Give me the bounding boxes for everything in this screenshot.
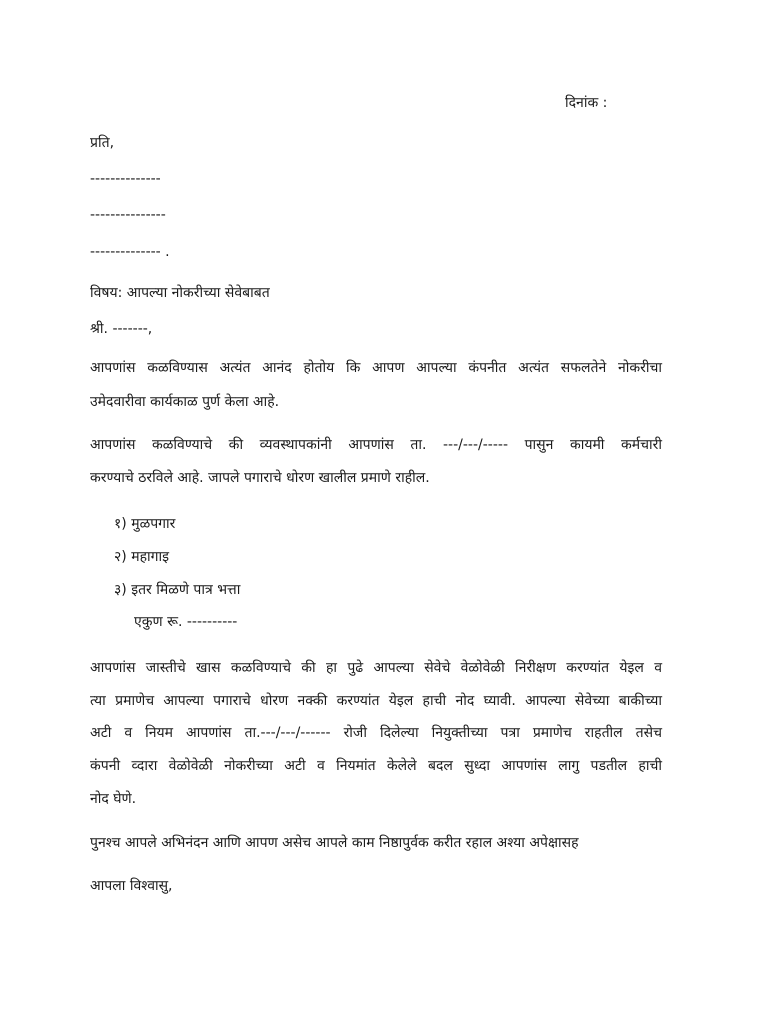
subject-line: विषय: आपल्या नोकरीच्या सेवेबाबत (90, 285, 270, 301)
list-item-3: ३) इतर मिळणे पात्र भत्ता (114, 582, 241, 598)
paragraph1-line-1: आपणांस कळविण्यास अत्यंत आनंद होतोय कि आपण आपल्या कंपनीत अत्यंत सफलतेने नोकरीचा (90, 360, 662, 376)
paragraph3-line-3: अटी व नियम आपणांस ता.---/---/------ रोजी दिलेल्या नियुक्तीच्या पत्रा प्रमाणेच राहतील तसेच (90, 725, 662, 741)
address-line-1: -------------- (90, 171, 161, 187)
list-item-1: १) मुळपगार (114, 516, 176, 532)
to-label: प्रति, (90, 135, 115, 151)
paragraph3-line-5: नोद घेणे. (90, 791, 137, 807)
paragraph2-line-1: आपणांस कळविण्याचे की व्यवस्थापकांनी आपणांस ता. ---/---/----- पासुन कायमी कर्मचारी (90, 437, 662, 453)
paragraph3-line-1: आपणांस जास्तीचे खास कळविण्याचे की हा पुढे आपल्या सेवेचे वेळोवेळी निरीक्षण करण्यांत येइल व (90, 660, 662, 676)
paragraph2-line-2: करण्याचे ठरविले आहे. जापले पगाराचे धोरण खालील प्रमाणे राहील. (90, 470, 430, 486)
total-line: एकुण रू. ---------- (134, 614, 238, 630)
paragraph1-line-2: उमेदवारीवा कार्यकाळ पुर्ण केला आहे. (90, 394, 280, 410)
closing-line: पुनश्च आपले अभिनंदन आणि आपण असेच आपले काम निष्ठापुर्वक करीत रहाल अश्या अपेक्षासह (90, 835, 579, 851)
salutation: श्री. -------, (90, 321, 153, 337)
signoff: आपला विश्वासु, (90, 878, 173, 894)
address-line-2: --------------- (90, 207, 166, 223)
list-item-2: २) महागाइ (114, 549, 170, 565)
paragraph3-line-4: कंपनी व्दारा वेळोवेळी नोकरीच्या अटी व नियमांत केलेले बदल सुध्दा आपणांस लागु पडतील हाची (90, 758, 662, 774)
paragraph3-line-2: त्या प्रमाणेच आपल्या पगाराचे धोरण नक्की करण्यांत येइल हाची नोद घ्यावी. आपल्या सेवेच्या बाकीच्या (90, 693, 662, 709)
date-label: दिनांक : (565, 95, 608, 111)
address-line-3: -------------- . (90, 244, 170, 260)
